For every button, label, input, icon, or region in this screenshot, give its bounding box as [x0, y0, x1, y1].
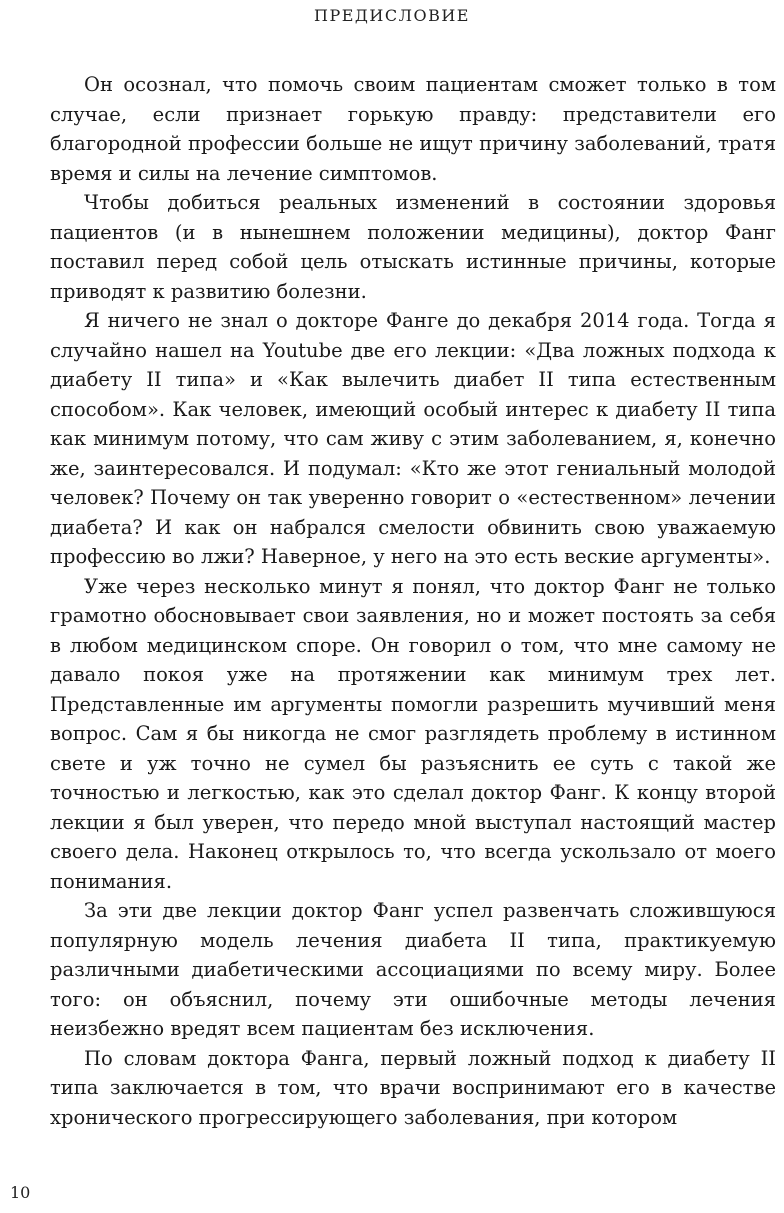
paragraph: Уже через несколько минут я понял, что доктор Фанг не только грамотно обосновывает свои заявления, но и может постоять за себя в любом медицинском споре. Он говорил о том, что мне самому не давало покоя уже на протяжении как минимум трех лет. Представленные им аргументы помогли разрешить мучивший меня вопрос. Сам я бы никогда не смог разглядеть проблему в истинном свете и уж точно не сумел бы разъяснить ее суть с такой же точностью и легкостью, как это сделал доктор Фанг. К концу второй лекции я был уверен, что передо мной выступал настоящий мастер своего дела. Наконец открылось то, что всегда ускользало от моего понимания. — [50, 574, 776, 893]
page-number: 10 — [10, 1183, 31, 1202]
paragraph: Я ничего не знал о докторе Фанге до декабря 2014 года. Тогда я случайно нашел на Youtube две его лекции: «Два ложных подхода к диабету II типа» и «Как вылечить диабет II типа естественным способом». Как человек, имеющий особый интерес к диабету II типа как минимум потому, что сам живу с этим заболеванием, я, конечно же, заинтересовался. И подумал: «Кто же этот гениальный молодой человек? Почему он так уверенно говорит о «естественном» лечении диабета? И как он набрался смелости обвинить свою уважаемую профессию во лжи? Наверное, у него на это есть веские аргументы». — [50, 309, 776, 568]
body-text — [50, 70, 776, 1132]
running-header-title: ПРЕДИСЛОВИЕ — [314, 6, 470, 25]
paragraph: По словам доктора Фанга, первый ложный подход к диабету II типа заключается в том, что врачи воспринимают его в качестве хронического прогрессирующего заболевания, при котором — [50, 1046, 776, 1129]
paragraph: Чтобы добиться реальных изменений в состоянии здоровья пациентов (и в нынешнем положении медицины), доктор Фанг поставил перед собой цель отыскать истинные причины, которые приводят к развитию болезни. — [50, 191, 776, 303]
paragraph: За эти две лекции доктор Фанг успел развенчать сложившуюся популярную модель лечения диабета II типа, практикуемую различными диабетическими ассоциациями по всему миру. Более того: он объяснил, почему эти ошибочные методы лечения неизбежно вредят всем пациентам без исключения. — [50, 899, 776, 1040]
paragraph: Он осознал, что помочь своим пациентам сможет только в том случае, если признает горькую правду: представители его благородной профессии больше не ищут причину заболеваний, тратя время и силы на лечение симптомов. — [50, 73, 776, 185]
